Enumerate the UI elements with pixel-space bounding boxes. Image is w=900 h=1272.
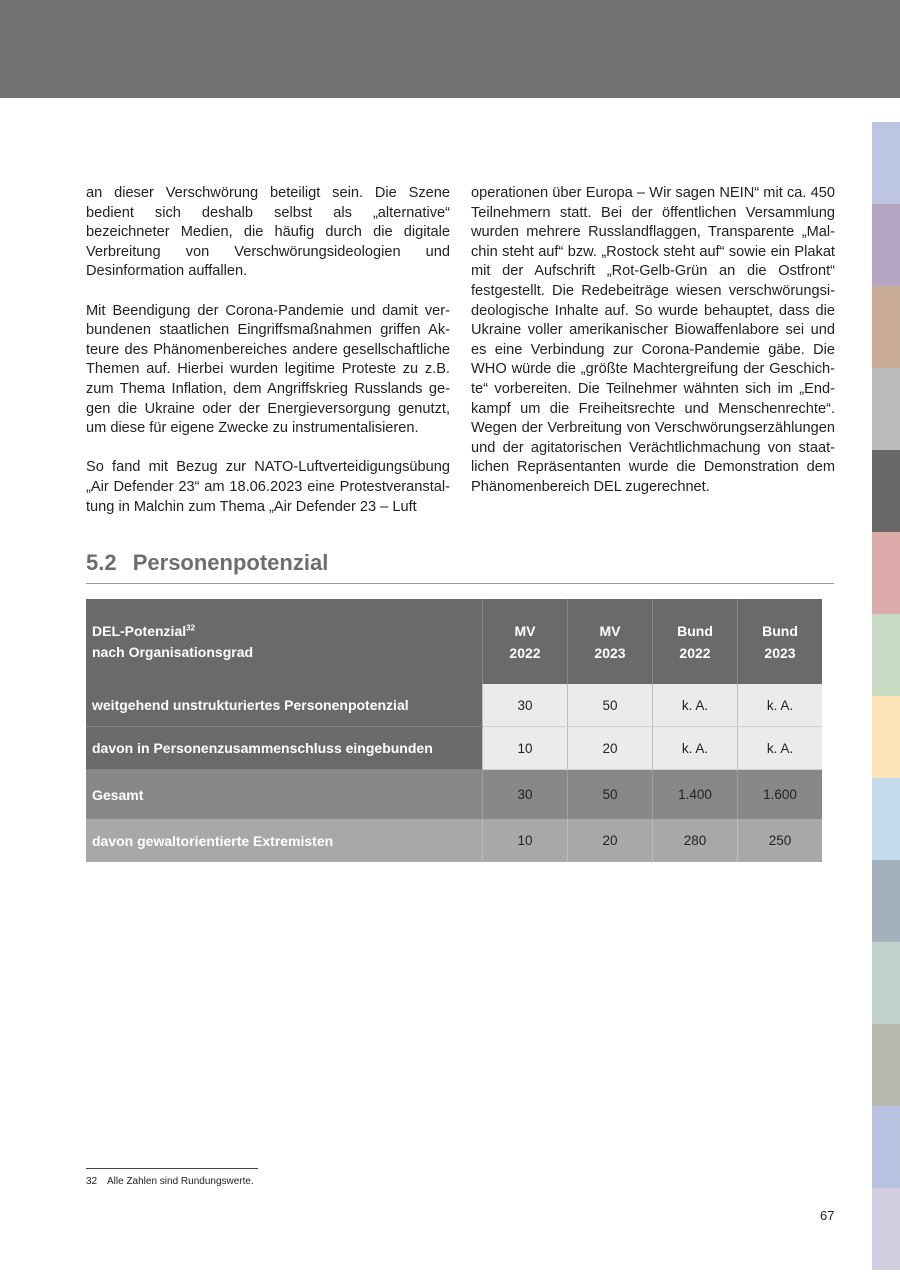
header-bar bbox=[0, 0, 900, 98]
footnote-divider bbox=[86, 1168, 258, 1169]
column-header: Bund 2023 bbox=[738, 599, 823, 684]
cell-value: 20 bbox=[568, 819, 653, 862]
table-row bbox=[86, 819, 822, 862]
table-row bbox=[86, 684, 822, 727]
section-title: Personenpotenzial bbox=[132, 550, 329, 575]
data-table bbox=[86, 599, 822, 862]
table-row bbox=[86, 727, 822, 770]
row-label: davon gewaltorientierte Extremisten bbox=[86, 819, 483, 862]
chapter-tab bbox=[872, 286, 900, 368]
cell-value: 250 bbox=[738, 819, 823, 862]
cell-value: 1.600 bbox=[738, 770, 823, 820]
cell-value: k. A. bbox=[738, 727, 823, 770]
section-number: 5.2 bbox=[86, 550, 117, 575]
row-label: Gesamt bbox=[86, 770, 483, 820]
footnote-text: Alle Zahlen sind Rundungswerte. bbox=[107, 1176, 254, 1187]
chapter-tab bbox=[872, 368, 900, 450]
cell-value: 10 bbox=[483, 819, 568, 862]
cell-value: 30 bbox=[483, 770, 568, 820]
cell-value: k. A. bbox=[653, 727, 738, 770]
right-column bbox=[471, 184, 835, 517]
cell-value: 20 bbox=[568, 727, 653, 770]
row-label: weitgehend unstrukturiertes Personenpotenzial bbox=[86, 684, 483, 727]
chapter-tab bbox=[872, 532, 900, 614]
header-line2: nach Organisationsgrad bbox=[92, 643, 254, 660]
chapter-tab bbox=[872, 778, 900, 860]
column-header: MV 2023 bbox=[568, 599, 653, 684]
footnote bbox=[86, 1176, 254, 1187]
chapter-tab bbox=[872, 696, 900, 778]
chapter-tab bbox=[872, 1106, 900, 1188]
paragraph: So fand mit Bezug zur NATO-Luftverteidigungsübung „Air Defender 23“ am 18.06.2023 eine Protestveranstaltung in Malchin zum Thema „Air Defender 23 – Luft bbox=[86, 459, 450, 515]
cell-value: 30 bbox=[483, 684, 568, 727]
chapter-tab bbox=[872, 122, 900, 204]
cell-value: 1.400 bbox=[653, 770, 738, 820]
chapter-tab bbox=[872, 1188, 900, 1270]
chapter-tab bbox=[872, 204, 900, 286]
cell-value: k. A. bbox=[738, 684, 823, 727]
table-header-row bbox=[86, 599, 822, 684]
chapter-tab bbox=[872, 1024, 900, 1106]
paragraph: operationen über Europa – Wir sagen NEIN“ mit ca. 450 Teilnehmern statt. Bei der öffentlichen Versammlung wurden mehrere Russlandflaggen, Transparente „Malchin steht auf“ bzw. „Rostock steht auf“ sowie ein Plakat mit der Aufschrift „Rot-Gelb-Grün an die Ostfront“ festgestellt. Die Redebeiträge wiesen verschwörungsideologische Inhalte auf. So wurde behauptet, dass die Ukraine voller amerikanischer Biowaffenlabore sei und es eine Verbindung zur Corona-Pandemie gäbe. Die WHO würde die „größte Machtergreifung der Geschichte“ vorbereiten. Die Teilnehmer wähnten sich im „Endkampf um die Freiheitsrechte und Menschenrechte“. Wegen der Verbreitung von Verschwörungserzählungen und der agitatorischen Verächtlichmachung von staatlichen Repräsentanten wurde die Demonstration dem Phänomenbereich DEL zugerechnet. bbox=[471, 185, 835, 495]
header-line1: DEL-Potenzial bbox=[92, 622, 187, 639]
column-header: MV 2022 bbox=[483, 599, 568, 684]
cell-value: 280 bbox=[653, 819, 738, 862]
row-label: davon in Personenzusammenschluss eingebunden bbox=[86, 727, 483, 770]
chapter-tab bbox=[872, 614, 900, 696]
left-column bbox=[86, 184, 450, 537]
column-header: Bund 2022 bbox=[653, 599, 738, 684]
cell-value: 10 bbox=[483, 727, 568, 770]
cell-value: 50 bbox=[568, 770, 653, 820]
footnote-number: 32 bbox=[86, 1176, 98, 1187]
page-number: 67 bbox=[820, 1208, 835, 1223]
section-heading bbox=[86, 550, 834, 584]
chapter-tab bbox=[872, 942, 900, 1024]
table-header-label bbox=[86, 599, 483, 684]
paragraph: an dieser Verschwörung beteiligt sein. Die Szene bedient sich deshalb selbst als „alternative“ bezeichneter Medien, die häufig durch die digitale Verbreitung von Verschwörungsideologien und Desinformation auffallen. bbox=[86, 185, 450, 280]
cell-value: k. A. bbox=[653, 684, 738, 727]
table-row-total bbox=[86, 770, 822, 820]
paragraph: Mit Beendigung der Corona-Pandemie und damit verbundenen staatlichen Eingriffsmaßnahmen griffen Akteure des Phänomenbereiches andere gesellschaftliche Themen auf. Hierbei wurden legitime Proteste zu z.B. zum Thema Inflation, dem Angriffskrieg Russlands gegen die Ukraine oder der Energieversorgung genutzt, um diese für eigene Zwecke zu instrumentalisieren. bbox=[86, 302, 450, 437]
cell-value: 50 bbox=[568, 684, 653, 727]
chapter-tab bbox=[872, 860, 900, 942]
chapter-tab bbox=[872, 450, 900, 532]
footnote-ref: 32 bbox=[186, 622, 196, 632]
chapter-tabs bbox=[872, 122, 900, 1270]
